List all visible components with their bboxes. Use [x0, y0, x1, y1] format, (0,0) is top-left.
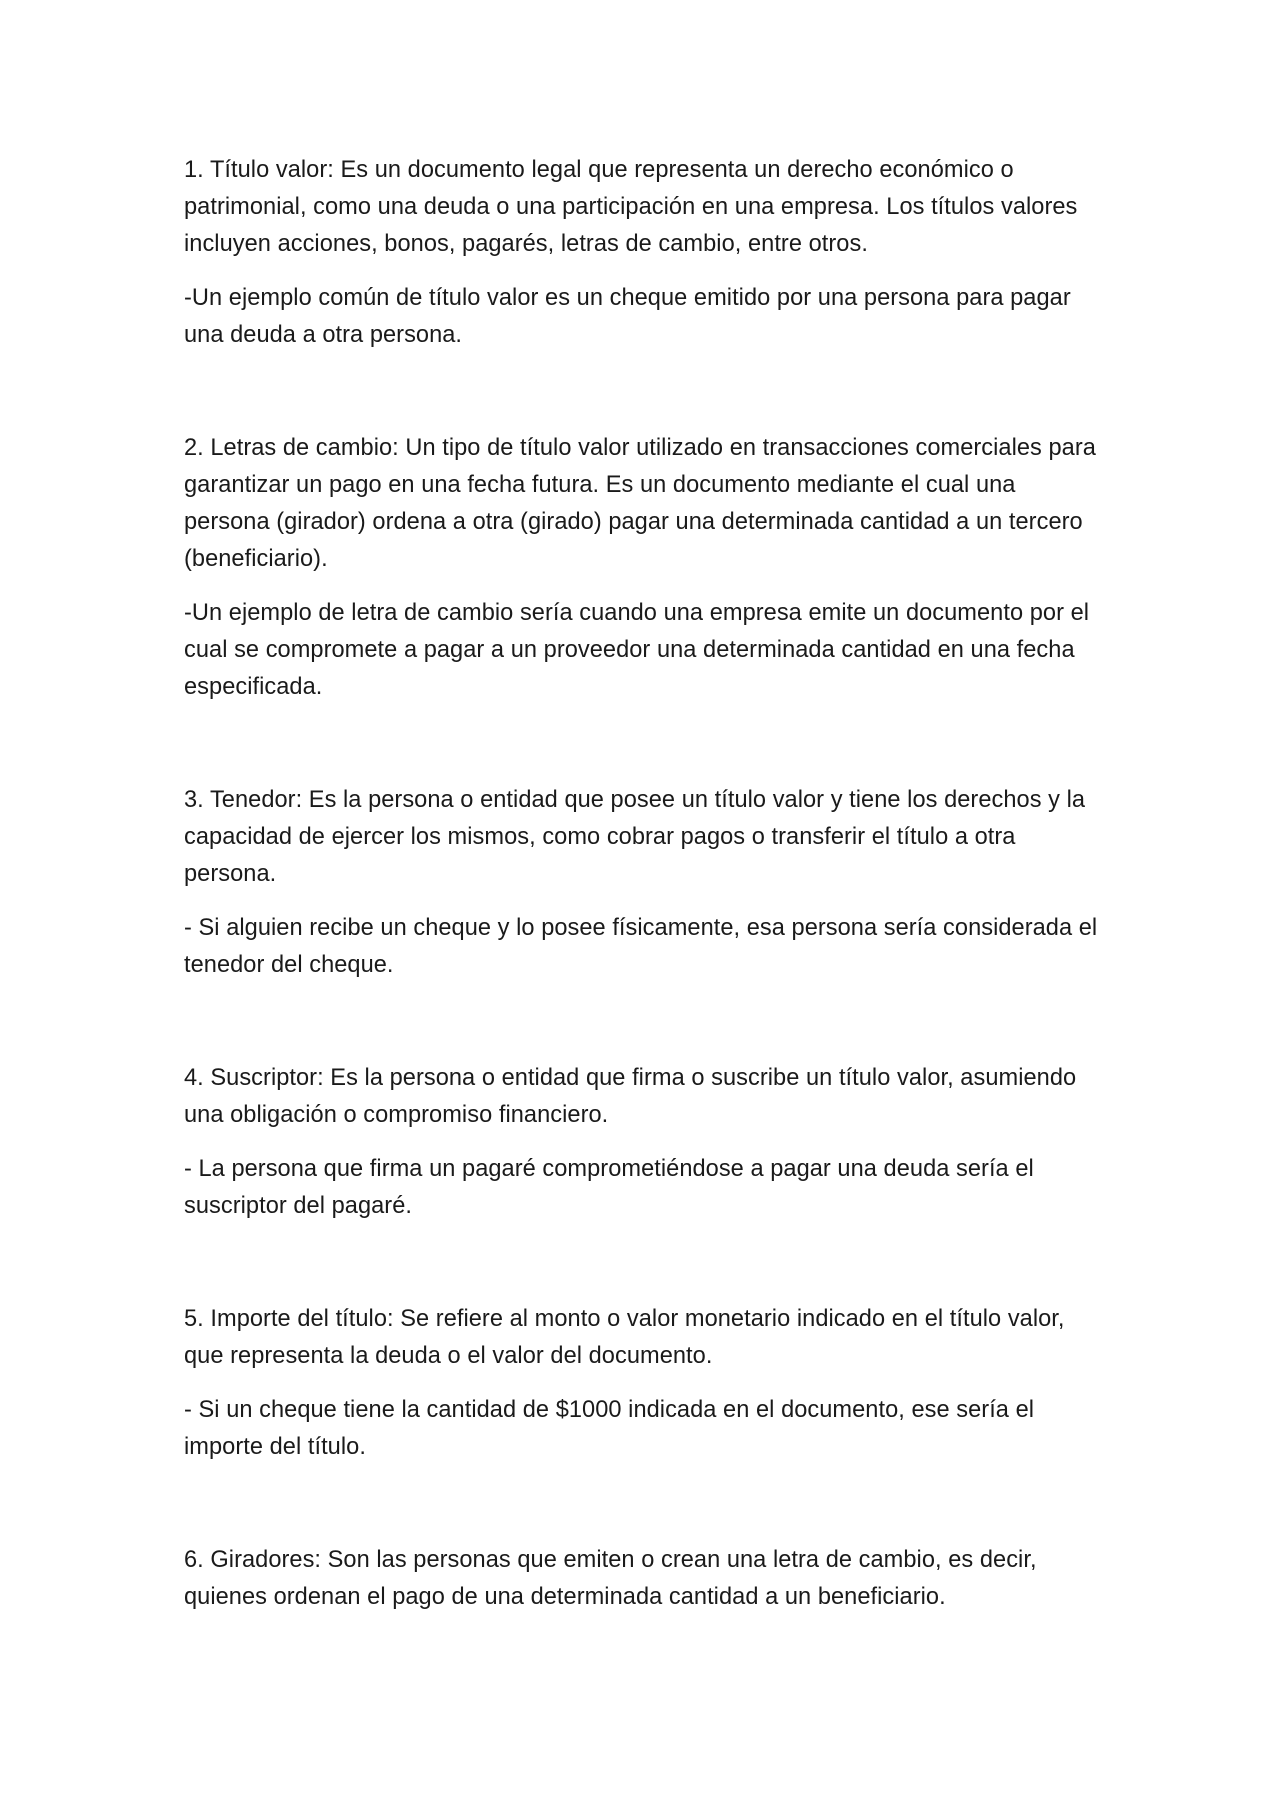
definition-entry-3	[184, 782, 1104, 984]
example-text: -Un ejemplo común de título valor es un cheque emitido por una persona para pagar una deuda a otra persona.	[184, 285, 1071, 348]
definition-text: 1. Título valor: Es un documento legal que representa un derecho económico o patrimonial, como una deuda o una participación en una empresa. Los títulos valores incluyen acciones, bonos, pagarés, letras de cambio, entre otros.	[184, 157, 1078, 257]
definition-entry-2	[184, 430, 1104, 706]
definition-text: 6. Giradores: Son las personas que emiten o crean una letra de cambio, es decir, quienes ordenan el pago de una determinada cantidad a un beneficiario.	[184, 1547, 1037, 1610]
example-text: - La persona que firma un pagaré comprometiéndose a pagar una deuda sería el suscriptor del pagaré.	[184, 1156, 1034, 1219]
document-body	[184, 152, 1104, 1616]
definition-text: 2. Letras de cambio: Un tipo de título valor utilizado en transacciones comerciales para garantizar un pago en una fecha futura. Es un documento mediante el cual una persona (girador) ordena a otra (girado) pagar una determinada cantidad a un tercero (beneficiario).	[184, 435, 1096, 572]
example-text: -Un ejemplo de letra de cambio sería cuando una empresa emite un documento por el cual se compromete a pagar a un proveedor una determinada cantidad en una fecha especificada.	[184, 600, 1090, 700]
example-text: - Si alguien recibe un cheque y lo posee físicamente, esa persona sería considerada el tenedor del cheque.	[184, 915, 1098, 978]
definition-entry-6	[184, 1542, 1104, 1616]
definition-entry-5	[184, 1301, 1104, 1466]
example-text: - Si un cheque tiene la cantidad de $1000 indicada en el documento, ese sería el importe del título.	[184, 1397, 1035, 1460]
definition-text: 4. Suscriptor: Es la persona o entidad que firma o suscribe un título valor, asumiendo una obligación o compromiso financiero.	[184, 1065, 1077, 1128]
definition-entry-4	[184, 1060, 1104, 1225]
definition-text: 5. Importe del título: Se refiere al monto o valor monetario indicado en el título valor, que representa la deuda o el valor del documento.	[184, 1306, 1065, 1369]
definition-text: 3. Tenedor: Es la persona o entidad que posee un título valor y tiene los derechos y la capacidad de ejercer los mismos, como cobrar pagos o transferir el título a otra persona.	[184, 787, 1086, 887]
definition-entry-1	[184, 152, 1104, 354]
